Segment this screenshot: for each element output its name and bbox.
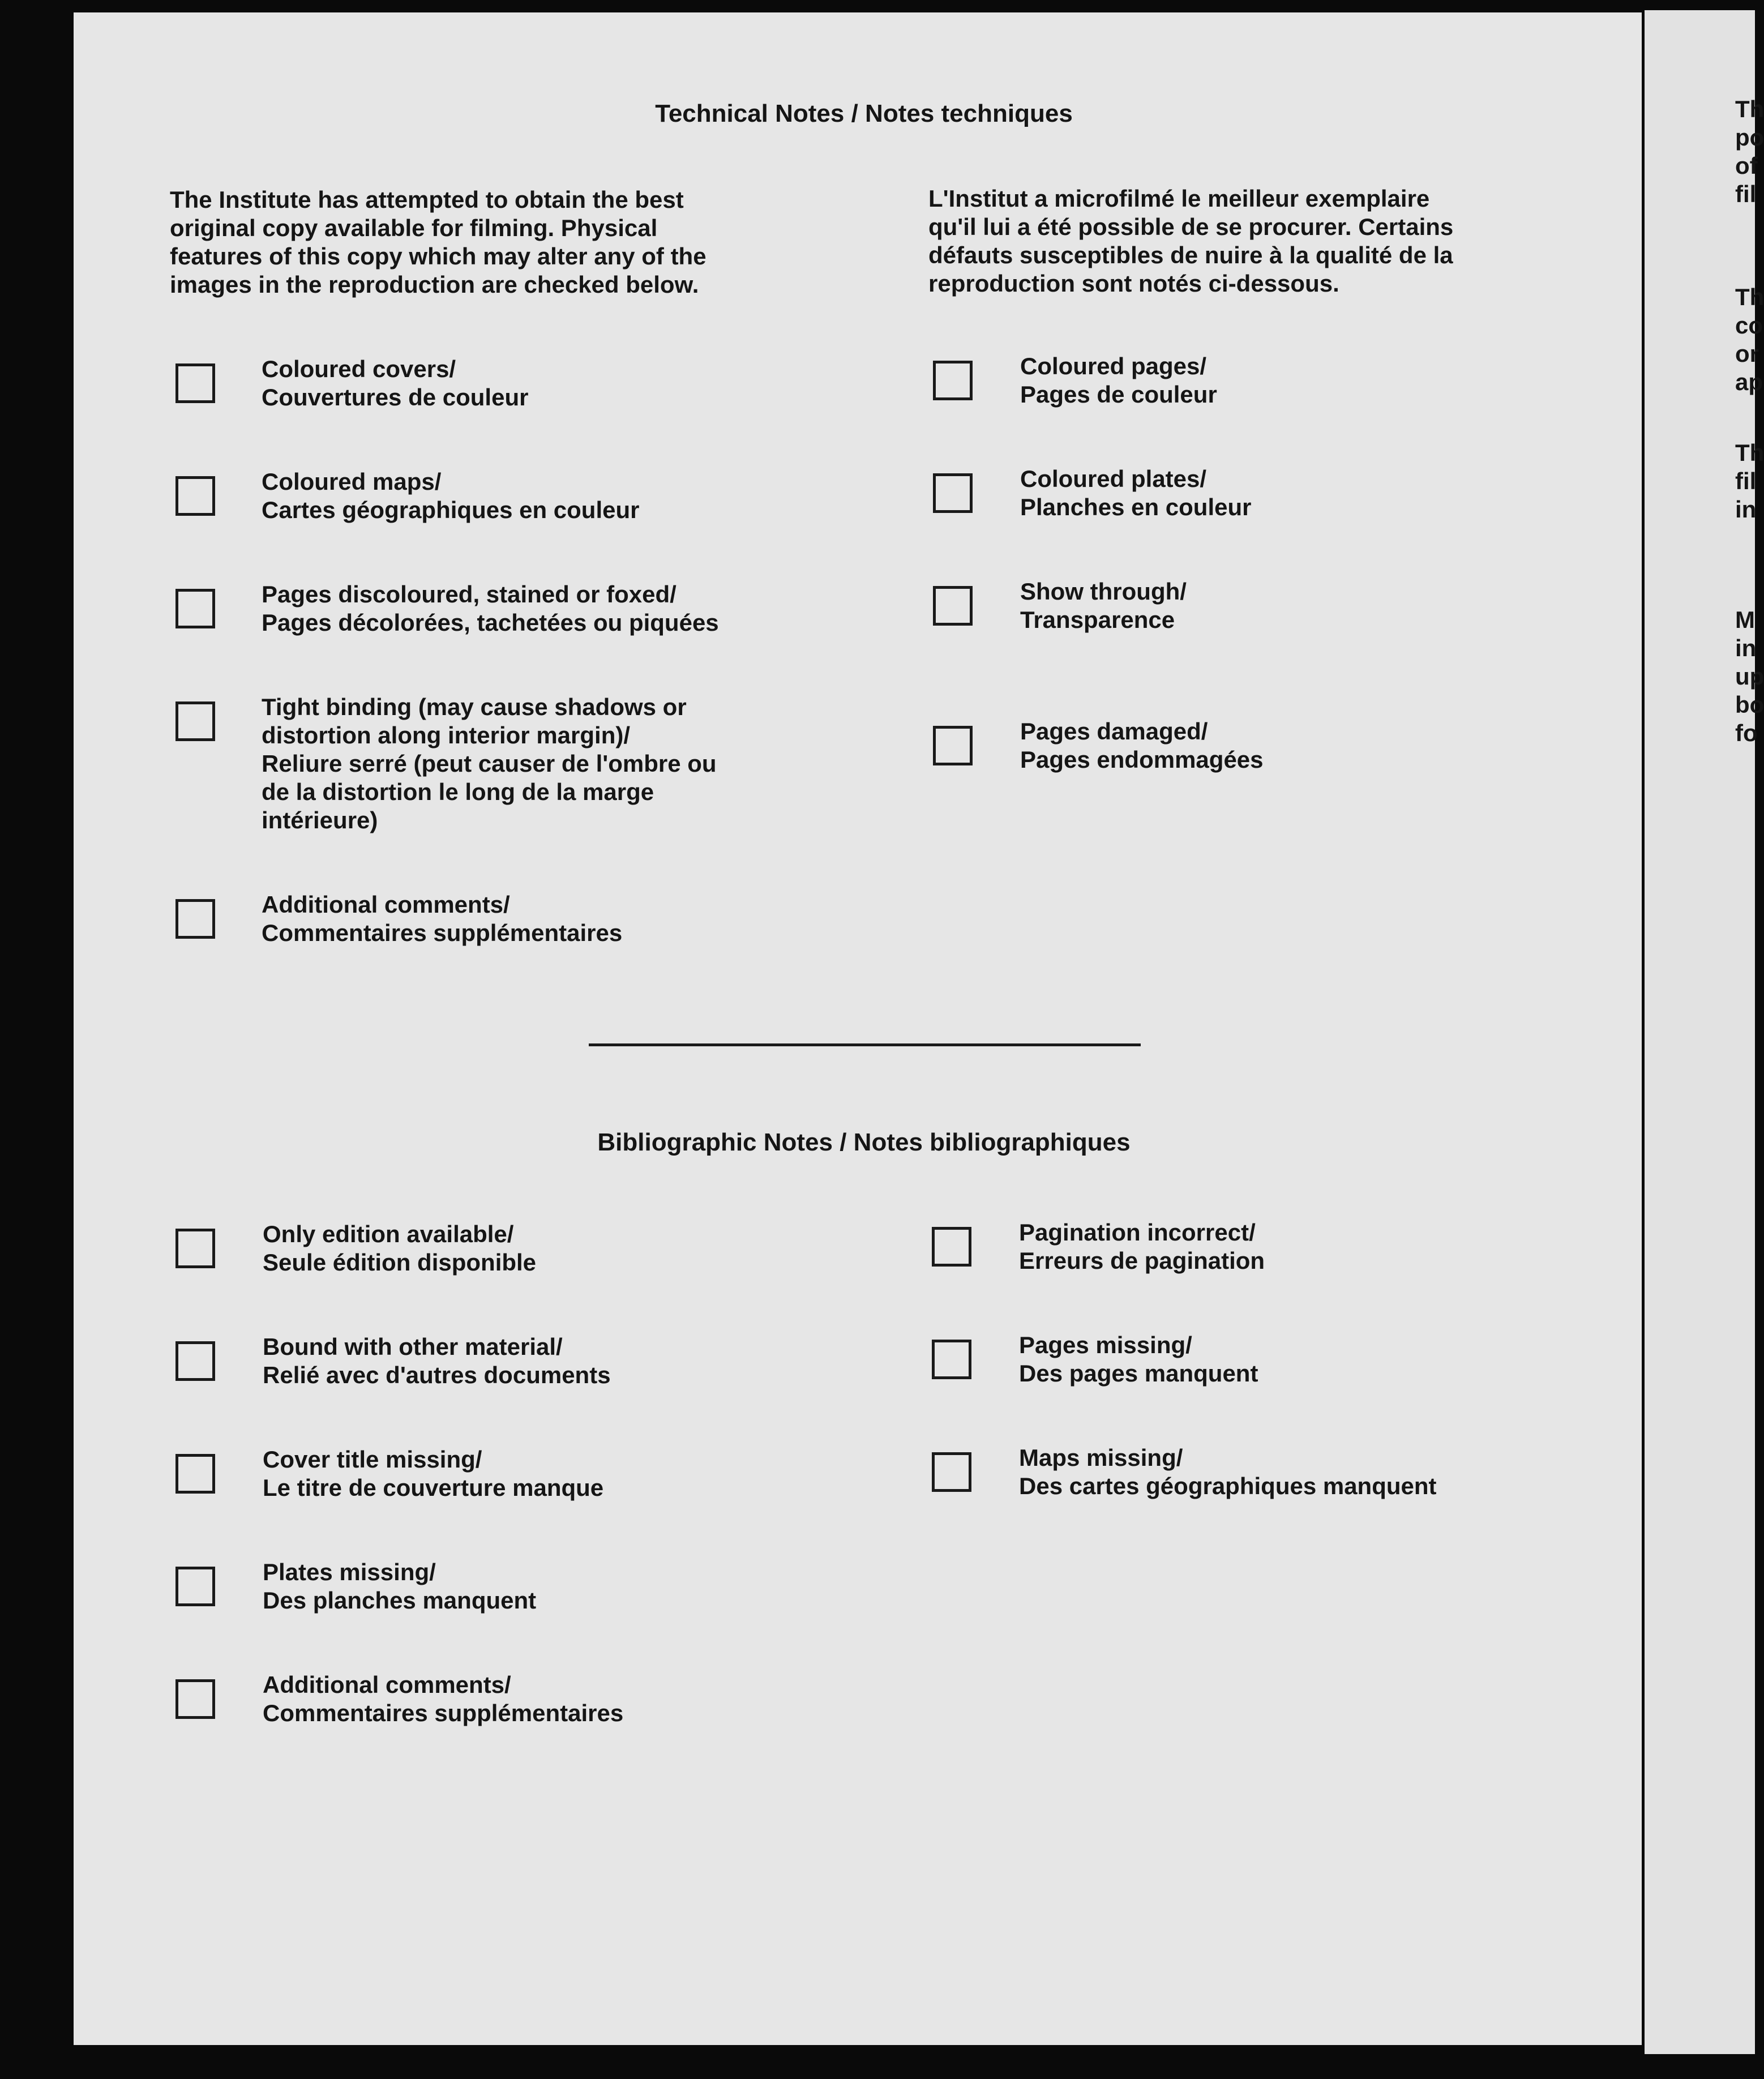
- label-line: Cover title missing/: [263, 1446, 482, 1473]
- coloured-pages-label: [1020, 352, 1217, 409]
- technical-notes-heading: Technical Notes / Notes techniques: [655, 100, 1073, 127]
- label-line: distortion along interior margin)/: [262, 722, 630, 748]
- only-edition-label: [263, 1220, 536, 1277]
- coloured-covers-checkbox[interactable]: [175, 363, 215, 403]
- intro-line: reproduction sont notés ci-dessous.: [928, 270, 1339, 297]
- next-page-fragment: M: [1735, 606, 1755, 633]
- label-line: Pages décolorées, tachetées ou piquées: [262, 609, 719, 636]
- label-line: Transparence: [1020, 606, 1175, 633]
- technical-intro-english: [170, 186, 707, 299]
- pages-missing-checkbox[interactable]: [932, 1340, 971, 1379]
- next-page-fragment: fil: [1735, 181, 1757, 207]
- next-page-fragment: po: [1735, 124, 1764, 151]
- label-line: Des pages manquent: [1019, 1360, 1258, 1387]
- label-line: Pages endommagées: [1020, 746, 1264, 773]
- next-page-fragment: Th: [1735, 96, 1764, 122]
- label-line: Additional comments/: [263, 1671, 511, 1698]
- label-line: Pages damaged/: [1020, 718, 1208, 745]
- label-line: Coloured covers/: [262, 356, 456, 382]
- coloured-covers-label: [262, 355, 528, 412]
- bound-with-other-label: [263, 1333, 611, 1389]
- label-line: Plates missing/: [263, 1559, 436, 1585]
- label-line: Pages de couleur: [1020, 381, 1217, 408]
- label-line: de la distortion le long de la marge: [262, 778, 654, 805]
- tight-binding-checkbox[interactable]: [175, 701, 215, 741]
- show-through-label: [1020, 578, 1187, 634]
- bound-with-other-checkbox[interactable]: [175, 1341, 215, 1381]
- label-line: Cartes géographiques en couleur: [262, 497, 640, 523]
- next-page-fragment: Th: [1735, 284, 1764, 310]
- intro-line: défauts susceptibles de nuire à la qualité de la: [928, 242, 1453, 268]
- label-line: Pages missing/: [1019, 1332, 1192, 1358]
- section-divider: [589, 1043, 1141, 1046]
- next-page-fragment: of: [1735, 152, 1758, 179]
- additional-comments-technical-label: [262, 891, 622, 947]
- label-line: Tight binding (may cause shadows or: [262, 694, 687, 720]
- next-page-fragment: bo: [1735, 691, 1764, 718]
- pages-missing-label: [1019, 1331, 1258, 1388]
- label-line: Seule édition disponible: [263, 1249, 537, 1276]
- pages-damaged-label: [1020, 717, 1264, 774]
- next-page-fragment: in: [1735, 496, 1757, 523]
- document-page: [74, 12, 1642, 2045]
- label-line: Coloured plates/: [1020, 465, 1207, 492]
- label-line: Des planches manquent: [263, 1587, 537, 1614]
- plates-missing-label: [263, 1558, 536, 1615]
- pages-discoloured-checkbox[interactable]: [175, 589, 215, 628]
- intro-line: qu'il lui a été possible de se procurer. Certains: [928, 213, 1454, 240]
- cover-title-missing-checkbox[interactable]: [175, 1454, 215, 1494]
- intro-line: original copy available for filming. Physical: [170, 215, 658, 241]
- label-line: Coloured maps/: [262, 468, 442, 495]
- cover-title-missing-label: [263, 1445, 603, 1502]
- next-page-fragment: fil: [1735, 468, 1757, 494]
- additional-comments-bibliographic-checkbox[interactable]: [175, 1679, 215, 1719]
- label-line: Erreurs de pagination: [1019, 1247, 1265, 1274]
- label-line: Pages discoloured, stained or foxed/: [262, 581, 677, 608]
- intro-line: L'Institut a microfilmé le meilleur exemplaire: [928, 185, 1430, 212]
- coloured-pages-checkbox[interactable]: [933, 361, 973, 400]
- label-line: Additional comments/: [262, 891, 510, 918]
- coloured-maps-label: [262, 468, 640, 524]
- label-line: Relié avec d'autres documents: [263, 1362, 611, 1388]
- pages-damaged-checkbox[interactable]: [933, 726, 973, 765]
- only-edition-checkbox[interactable]: [175, 1229, 215, 1268]
- pagination-incorrect-checkbox[interactable]: [932, 1227, 971, 1267]
- label-line: Reliure serré (peut causer de l'ombre ou: [262, 750, 717, 777]
- label-line: Commentaires supplémentaires: [263, 1700, 624, 1726]
- intro-line: images in the reproduction are checked below.: [170, 271, 699, 298]
- intro-line: The Institute has attempted to obtain the best: [170, 186, 684, 213]
- next-page-fragment: ap: [1735, 369, 1763, 395]
- additional-comments-bibliographic-label: [263, 1671, 623, 1727]
- next-page-fragment: or: [1735, 340, 1759, 367]
- show-through-checkbox[interactable]: [933, 586, 973, 626]
- next-page-fragment: Th: [1735, 439, 1764, 466]
- label-line: intérieure): [262, 807, 378, 833]
- tight-binding-label: [262, 693, 717, 835]
- pages-discoloured-label: [262, 580, 719, 637]
- label-line: Pagination incorrect/: [1019, 1219, 1256, 1246]
- label-line: Planches en couleur: [1020, 494, 1252, 520]
- next-page-fragment: fo: [1735, 720, 1758, 746]
- label-line: Only edition available/: [263, 1221, 514, 1247]
- maps-missing-checkbox[interactable]: [932, 1452, 971, 1492]
- coloured-plates-label: [1020, 465, 1251, 521]
- next-page-fragment: co: [1735, 312, 1763, 339]
- label-line: Coloured pages/: [1020, 353, 1207, 379]
- maps-missing-label: [1019, 1444, 1437, 1500]
- technical-intro-french: [928, 185, 1453, 298]
- label-line: Show through/: [1020, 578, 1187, 605]
- label-line: Le titre de couverture manque: [263, 1474, 604, 1501]
- bibliographic-notes-heading: Bibliographic Notes / Notes bibliographiques: [597, 1128, 1131, 1156]
- pagination-incorrect-label: [1019, 1218, 1265, 1275]
- intro-line: features of this copy which may alter any of the: [170, 243, 707, 270]
- label-line: Commentaires supplémentaires: [262, 919, 623, 946]
- plates-missing-checkbox[interactable]: [175, 1567, 215, 1606]
- coloured-plates-checkbox[interactable]: [933, 473, 973, 513]
- coloured-maps-checkbox[interactable]: [175, 476, 215, 516]
- label-line: Des cartes géographiques manquent: [1019, 1473, 1437, 1499]
- additional-comments-technical-checkbox[interactable]: [175, 899, 215, 939]
- label-line: Maps missing/: [1019, 1444, 1183, 1471]
- next-page-fragment: in: [1735, 635, 1757, 661]
- label-line: Couvertures de couleur: [262, 384, 529, 410]
- label-line: Bound with other material/: [263, 1333, 563, 1360]
- next-page-fragment: up: [1735, 663, 1764, 690]
